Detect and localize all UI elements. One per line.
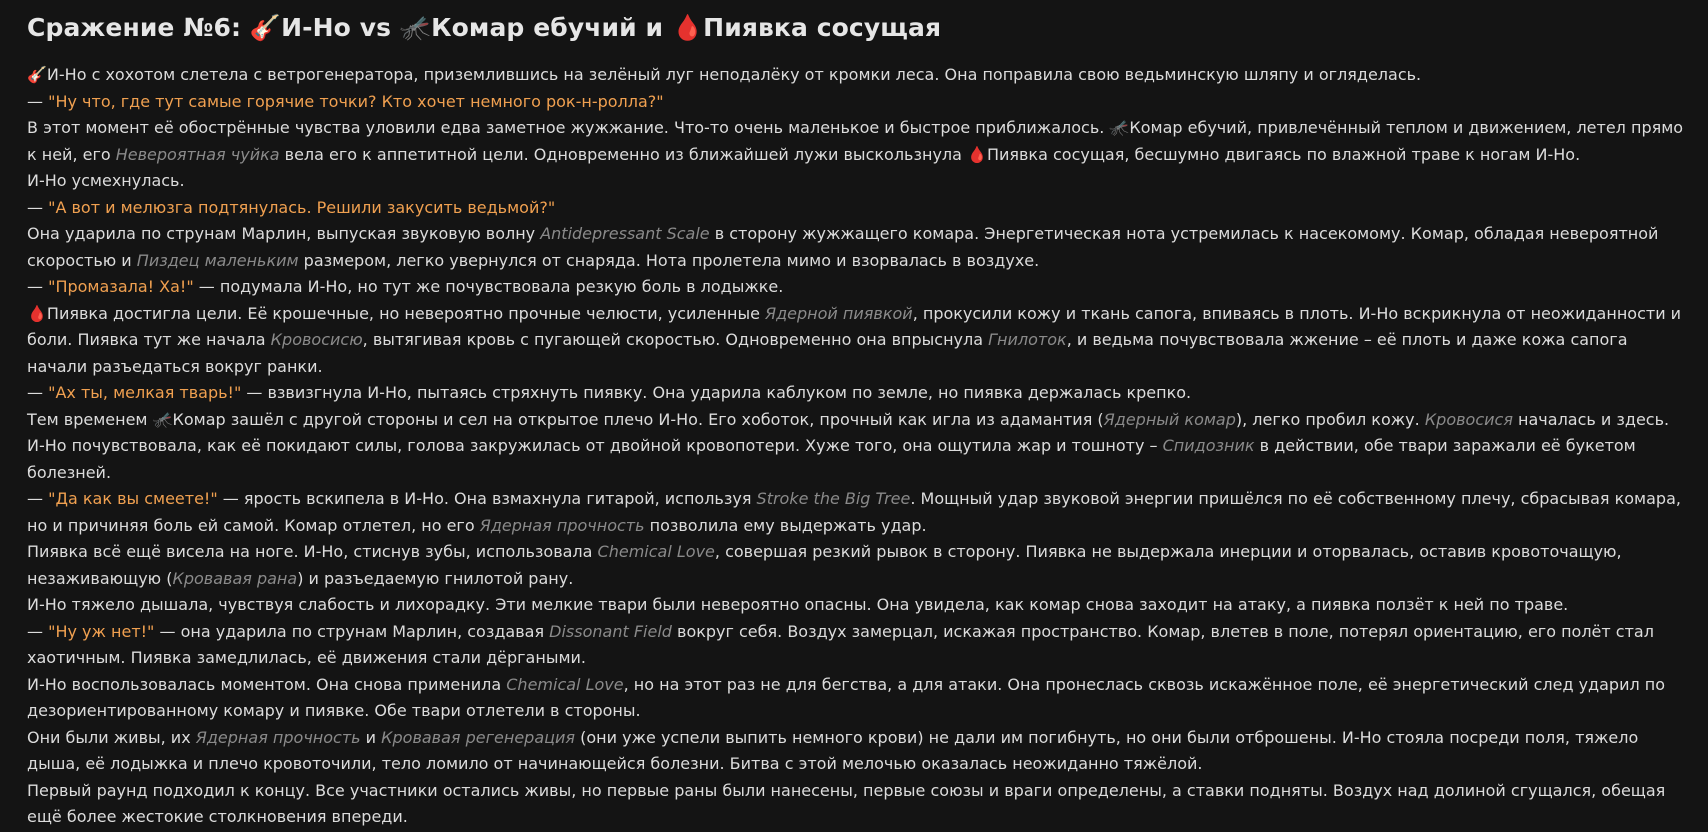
narration-text: Они были живы, их (27, 727, 196, 747)
narration-text: Она ударила по струнам Марлин, выпуская звуковую волну (27, 224, 541, 243)
story-paragraph (27, 195, 1688, 222)
dialogue-quote: "Да как вы смеете!" (48, 489, 218, 508)
skill-name: Кровавая регенерация (381, 727, 576, 747)
story-paragraph (27, 380, 1688, 407)
narration-text: . Мощный удар звуковой энергии пришёлся по её собственному плечу, сбрасывая комара, но и причиняя боль ей самой. Комар отлетел, но его (27, 489, 1681, 535)
narration-text: в действии, обе твари заражали её букетом болезней. (27, 436, 1636, 482)
story-paragraph (27, 619, 1688, 672)
narration-text: — (27, 91, 49, 111)
skill-name: Chemical Love (506, 674, 624, 694)
narration-text: Первый раунд подходил к концу. Все участники остались живы, но первые раны были нанесены, первые союзы и враги определены, а ставки подняты. Воздух над долиной сгущался, обещая ещё более жестокие столкновения впереди. (27, 780, 1666, 826)
narration-text: — ярость вскипела в И-Но. Она взмахнула гитарой, используя (217, 489, 757, 508)
story-paragraph (27, 62, 1688, 89)
skill-name: Гнилоток (988, 330, 1067, 349)
story-paragraph (27, 592, 1688, 619)
story-paragraph (27, 672, 1688, 725)
dialogue-quote: "Ну что, где тут самые горячие точки? Кто хочет немного рок-н-ролла?" (48, 91, 664, 111)
narration-text: — взвизгнула И-Но, пытаясь стряхнуть пиявку. Она ударила каблуком по земле, но пиявка держалась крепко. (241, 383, 1192, 402)
narration-text: Пиявка всё ещё висела на ноге. И-Но, стиснув зубы, использовала (27, 542, 598, 561)
narration-text: , совершая резкий рывок в сторону. Пиявка не выдержала инерции и оторвалась, оставив кровоточащую, незаживающую ( (27, 542, 1622, 588)
dialogue-quote: "Ах ты, мелкая тварь!" (48, 383, 242, 402)
narration-text: И-Но тяжело дышала, чувствуя слабость и лихорадку. Эти мелкие твари были невероятно опасны. Она увидела, как комар снова заходит на атаку, а пиявка ползёт к ней по траве. (27, 595, 1569, 614)
narration-text: И-Но усмехнулась. (27, 171, 185, 190)
narration-text: ), легко пробил кожу. (1235, 409, 1425, 429)
story-paragraph (27, 274, 1688, 301)
narration-text: — (27, 489, 49, 508)
narration-text: И-Но воспользовалась моментом. Она снова применила (27, 674, 507, 694)
narration-text: позволила ему выдержать удар. (644, 515, 927, 535)
dialogue-quote: "А вот и мелюзга подтянулась. Решили закусить ведьмой?" (48, 197, 556, 217)
story-paragraph (27, 407, 1688, 487)
narration-text: — (27, 197, 49, 217)
story-body (27, 62, 1688, 831)
narration-text: 🎸И-Но с хохотом слетела с ветрогенератора, приземлившись на зелёный луг неподалёку от кромки леса. Она поправила свою ведьминскую шляпу и огляделась. (27, 65, 1422, 84)
story-paragraph (27, 221, 1688, 274)
skill-name: Невероятная чуйка (115, 144, 280, 164)
story-paragraph (27, 301, 1688, 381)
skill-name: Спидозник (1162, 436, 1255, 455)
narration-text: — она ударила по струнам Марлин, создавая (154, 621, 550, 641)
narration-text: началась и здесь. И-Но почувствовала, как её покидают силы, голова закружилась от двойной кровопотери. Хуже того, она ощутила жар и тошноту – (27, 409, 1670, 455)
narration-text: , вытягивая кровь с пугающей скоростью. Одновременно она впрыснула (362, 330, 989, 349)
skill-name: Ядерная прочность (479, 515, 645, 535)
dialogue-quote: "Ну уж нет!" (48, 621, 155, 641)
skill-name: Antidepressant Scale (540, 224, 710, 243)
narration-text: (они уже успели выпить немного крови) не дали им погибнуть, но они были отброшены. И-Но стояла посреди поля, тяжело дыша, её лодыжка и плечо кровоточили, тело ломило от начинающейся болезни. Битва с этой мелочью оказалась неожиданно тяжёлой. (27, 727, 1639, 773)
skill-name: Chemical Love (597, 542, 715, 561)
skill-name: Пиздец маленьким (136, 250, 299, 270)
narration-text: размером, легко увернулся от снаряда. Нота пролетела мимо и взорвалась в воздухе. (298, 250, 1040, 270)
skill-name: Кровосисю (270, 330, 363, 349)
narration-text: 🩸Пиявка достигла цели. Её крошечные, но невероятно прочные челюсти, усиленные (27, 303, 765, 323)
narration-text: — (27, 621, 49, 641)
narration-text: , но на этот раз не для бегства, а для атаки. Она пронеслась сквозь искажённое поле, её энергетический след ударил по дезориентированному комару и пиявке. Обе твари отлетели в стороны. (27, 674, 1666, 720)
page-title: Сражение №6: 🎸И-Но vs 🦟Комар ебучий и 🩸Пиявка сосущая (27, 13, 942, 42)
narration-text: Тем временем 🦟Комар зашёл с другой стороны и сел на открытое плечо И-Но. Его хоботок, прочный как игла из адамантия ( (27, 409, 1104, 429)
narration-text: вокруг себя. Воздух замерцал, искажая пространство. Комар, влетев в поле, потерял ориентацию, его полёт стал хаотичным. Пиявка замедлилась, её движения стали дёргаными. (27, 621, 1654, 667)
narration-text: — (27, 277, 49, 296)
skill-name: Кровавая рана (172, 568, 298, 588)
narration-text: в сторону жужжащего комара. Энергетическая нота устремилась к насекомому. Комар, обладая невероятной скоростью и (27, 224, 1659, 270)
skill-name: Ядерный комар (1103, 409, 1236, 429)
narration-text: — (27, 383, 49, 402)
narration-text: В этот момент её обострённые чувства уловили едва заметное жужжание. Что-то очень маленькое и быстрое приближалось. 🦟Комар ебучий, привлечённый теплом и движением, летел прямо к ней, его (27, 118, 1684, 164)
skill-name: Ядерной пиявкой (765, 303, 913, 323)
story-paragraph (27, 725, 1688, 778)
story-paragraph (27, 89, 1688, 116)
story-paragraph (27, 778, 1688, 831)
narration-text: — подумала И-Но, но тут же почувствовала резкую боль в лодыжке. (193, 277, 784, 296)
skill-name: Dissonant Field (549, 621, 672, 641)
skill-name: Stroke the Big Tree (756, 489, 911, 508)
story-paragraph (27, 115, 1688, 168)
narration-text: , и ведьма почувствовала жжение – её плоть и даже кожа сапога начали разъедаться вокруг ранки. (27, 330, 1628, 376)
story-paragraph (27, 539, 1688, 592)
dialogue-quote: "Промазала! Ха!" (48, 277, 194, 296)
narration-text: , прокусили кожу и ткань сапога, впиваясь в плоть. И-Но вскрикнула от неожиданности и боли. Пиявка тут же начала (27, 303, 1682, 349)
story-paragraph (27, 168, 1688, 195)
skill-name: Кровосися (1424, 409, 1513, 429)
story-paragraph (27, 486, 1688, 539)
skill-name: Ядерная прочность (195, 727, 361, 747)
narration-text: и (360, 727, 382, 747)
narration-text: ) и разъедаемую гнилотой рану. (297, 568, 574, 588)
narration-text: вела его к аппетитной цели. Одновременно из ближайшей лужи выскользнула 🩸Пиявка сосущая, бесшумно двигаясь по влажной траве к ногам И-Но. (279, 144, 1581, 164)
